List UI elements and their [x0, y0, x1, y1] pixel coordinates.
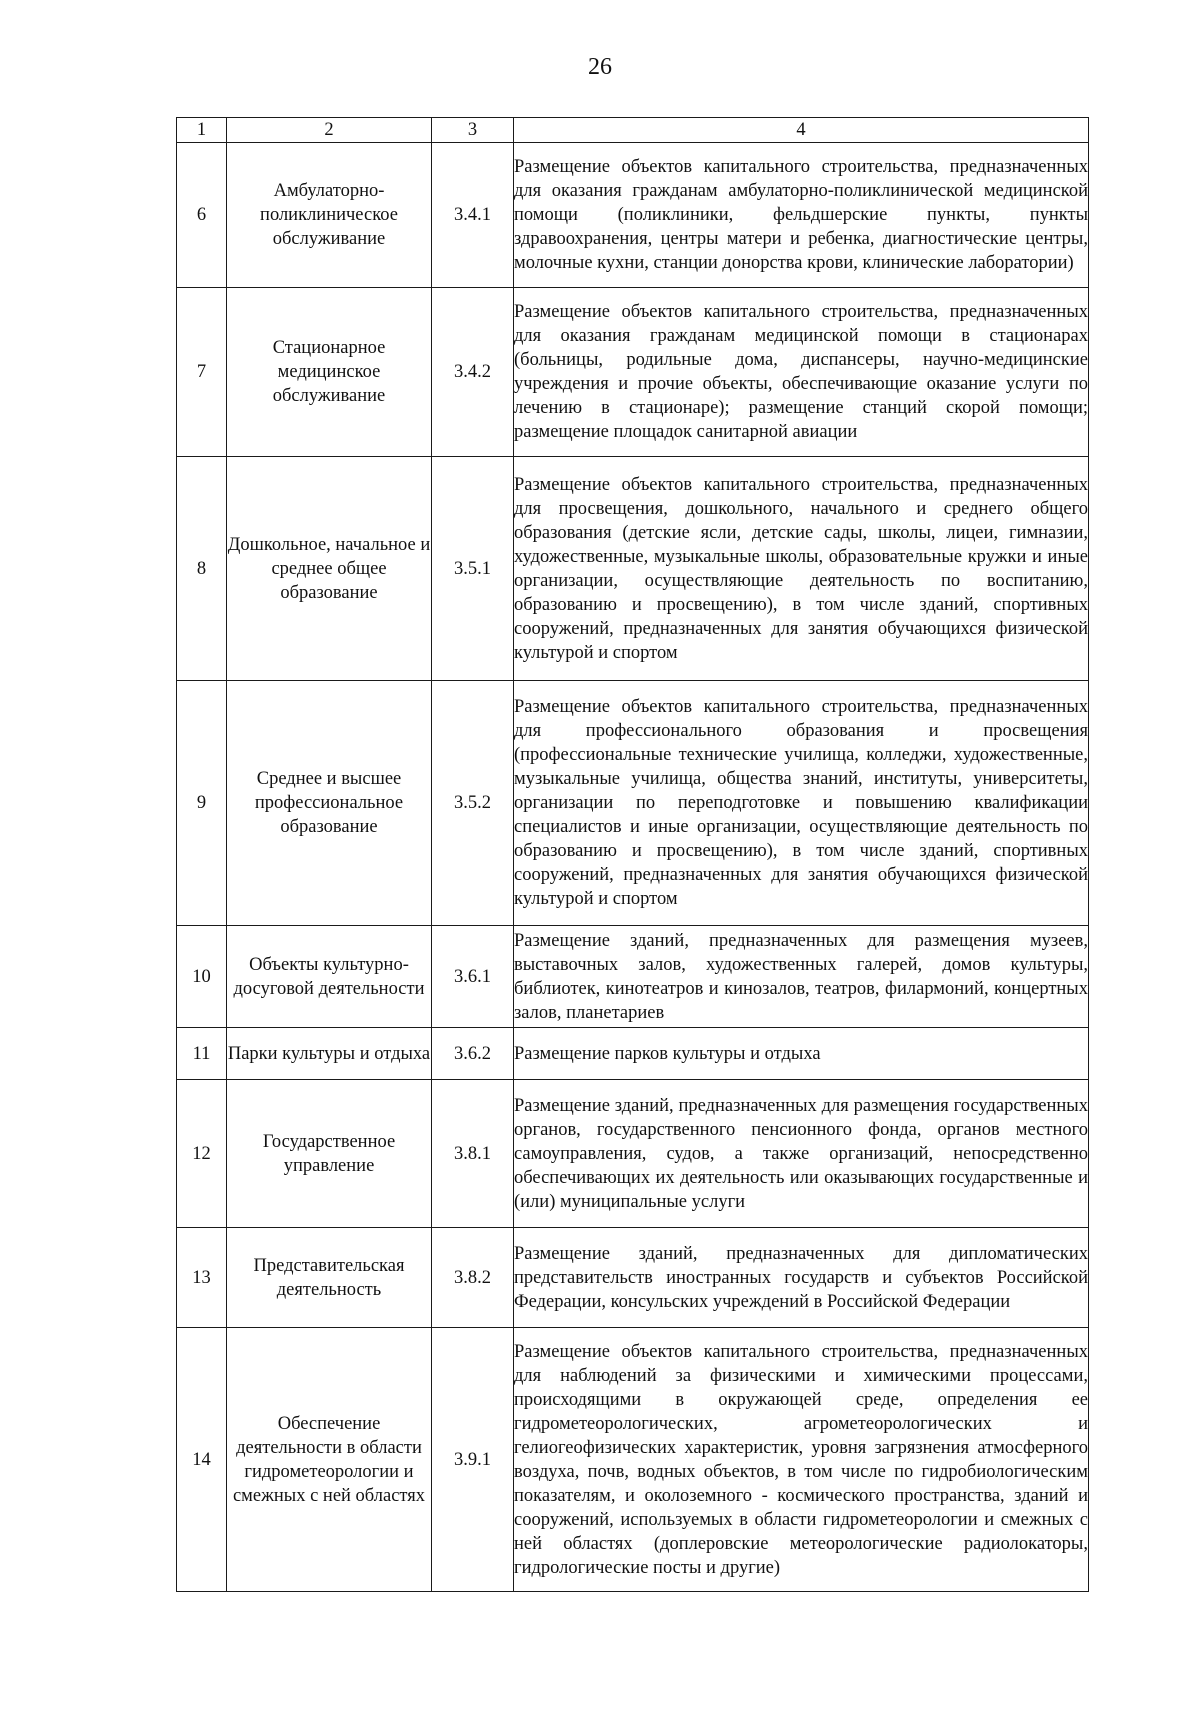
table-row	[177, 926, 1089, 1028]
use-type-name: Среднее и высшее профессиональное образование	[227, 681, 432, 926]
column-header-3: 3	[432, 118, 514, 143]
use-type-code: 3.4.1	[432, 143, 514, 288]
row-number: 14	[177, 1328, 227, 1592]
column-header-1: 1	[177, 118, 227, 143]
table-header-row	[177, 118, 1089, 143]
use-type-name: Представительская деятельность	[227, 1228, 432, 1328]
table-row	[177, 681, 1089, 926]
use-type-name: Обеспечение деятельности в области гидрометеорологии и смежных с ней областях	[227, 1328, 432, 1592]
use-type-name: Государственное управление	[227, 1080, 432, 1228]
use-type-code: 3.6.2	[432, 1028, 514, 1080]
column-header-4: 4	[514, 118, 1089, 143]
use-type-description: Размещение зданий, предназначенных для размещения государственных органов, государственного пенсионного фонда, органов местного самоуправления, судов, а также организаций, непосредственно обеспечивающих их деятельность или оказывающих государственные и (или) муниципальные услуги	[514, 1080, 1089, 1228]
use-type-code: 3.5.2	[432, 681, 514, 926]
use-type-code: 3.4.2	[432, 288, 514, 457]
table-row	[177, 1028, 1089, 1080]
column-header-2: 2	[227, 118, 432, 143]
row-number: 6	[177, 143, 227, 288]
use-type-description: Размещение объектов капитального строительства, предназначенных для оказания гражданам амбулаторно-поликлинической медицинской помощи (поликлиники, фельдшерские пункты, пункты здравоохранения, центры матери и ребенка, диагностические центры, молочные кухни, станции донорства крови, клинические лаборатории)	[514, 143, 1089, 288]
table-row	[177, 288, 1089, 457]
row-number: 11	[177, 1028, 227, 1080]
row-number: 9	[177, 681, 227, 926]
page-number: 26	[588, 54, 612, 80]
row-number: 13	[177, 1228, 227, 1328]
row-number: 12	[177, 1080, 227, 1228]
use-type-code: 3.6.1	[432, 926, 514, 1028]
table-row	[177, 143, 1089, 288]
use-type-name: Амбулаторно-поликлиническое обслуживание	[227, 143, 432, 288]
use-type-description: Размещение зданий, предназначенных для дипломатических представительств иностранных государств и субъектов Российской Федерации, консульских учреждений в Российской Федерации	[514, 1228, 1089, 1328]
use-type-description: Размещение объектов капитального строительства, предназначенных для наблюдений за физическими и химическими процессами, происходящими в окружающей среде, определения ее гидрометеорологических, агрометеорологических и гелиогеофизических характеристик, уровня загрязнения атмосферного воздуха, почв, водных объектов, в том числе по гидробиологическим показателям, и околоземного - космического пространства, зданий и сооружений, используемых в области гидрометеорологии и смежных с ней областях (доплеровские метеорологические радиолокаторы, гидрологические посты и другие)	[514, 1328, 1089, 1592]
use-type-description: Размещение объектов капитального строительства, предназначенных для профессионального образования и просвещения (профессиональные технические училища, колледжи, художественные, музыкальные училища, общества знаний, институты, университеты, организации по переподготовке и повышению квалификации специалистов и иные организации, осуществляющие деятельность по образованию и просвещению), в том числе зданий, спортивных сооружений, предназначенных для занятия обучающихся физической культурой и спортом	[514, 681, 1089, 926]
use-type-code: 3.8.1	[432, 1080, 514, 1228]
row-number: 8	[177, 457, 227, 681]
use-type-name: Объекты культурно-досуговой деятельности	[227, 926, 432, 1028]
use-type-name: Парки культуры и отдыха	[227, 1028, 432, 1080]
use-type-code: 3.9.1	[432, 1328, 514, 1592]
row-number: 10	[177, 926, 227, 1028]
land-use-table	[176, 117, 1089, 1592]
use-type-code: 3.5.1	[432, 457, 514, 681]
use-type-description: Размещение зданий, предназначенных для размещения музеев, выставочных залов, художественных галерей, домов культуры, библиотек, кинотеатров и кинозалов, театров, филармоний, концертных залов, планетариев	[514, 926, 1089, 1028]
use-type-name: Стационарное медицинское обслуживание	[227, 288, 432, 457]
table-row	[177, 1228, 1089, 1328]
use-type-description: Размещение объектов капитального строительства, предназначенных для просвещения, дошкольного, начального и среднего общего образования (детские ясли, детские сады, школы, лицеи, гимназии, художественные, музыкальные школы, образовательные кружки и иные организации, осуществляющие деятельность по воспитанию, образованию и просвещению), в том числе зданий, спортивных сооружений, предназначенных для занятия обучающихся физической культурой и спортом	[514, 457, 1089, 681]
use-type-description: Размещение парков культуры и отдыха	[514, 1028, 1089, 1080]
use-type-name: Дошкольное, начальное и среднее общее образование	[227, 457, 432, 681]
use-type-code: 3.8.2	[432, 1228, 514, 1328]
table-row	[177, 1080, 1089, 1228]
table-row	[177, 457, 1089, 681]
use-type-description: Размещение объектов капитального строительства, предназначенных для оказания гражданам медицинской помощи в стационарах (больницы, родильные дома, диспансеры, научно-медицинские учреждения и прочие объекты, обеспечивающие оказание услуги по лечению в стационаре); размещение станций скорой помощи; размещение площадок санитарной авиации	[514, 288, 1089, 457]
table-row	[177, 1328, 1089, 1592]
row-number: 7	[177, 288, 227, 457]
